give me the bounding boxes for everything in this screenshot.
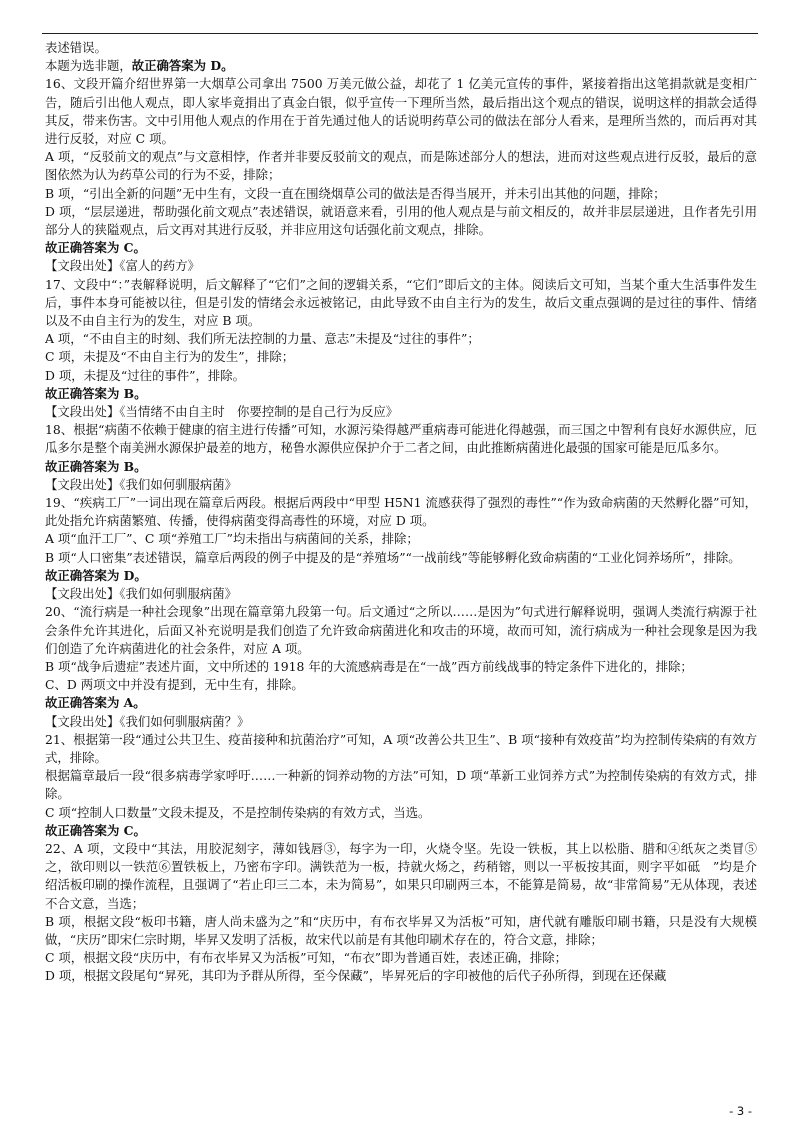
paragraph [45,676,757,694]
paragraph-text: A 项，“反驳前文的观点”与文意相悖，作者并非要反驳前文的观点，而是陈述部分人的想法，进而对这些观点进行反驳，最后的意图依然为认为药草公司的行为不妥，排除； [45,149,757,183]
paragraph [45,694,757,712]
paragraph-text: B 项，“引出全新的问题”无中生有，文段一直在围绕烟草公司的做法是否得当展开，并未引出其他的问题，排除； [45,185,666,201]
paragraph [45,257,757,275]
paragraph-text: D 项，未提及“过往的事件”，排除。 [45,367,246,383]
document-body [45,39,757,986]
header-rule [42,33,758,34]
answer-text: 故正确答案为 C。 [45,822,146,838]
page-number: - 3 - [729,1104,752,1118]
paragraph-text: A 项“血汗工厂”、C 项“养殖工厂”均未指出与病菌间的关系，排除； [45,531,419,547]
paragraph [45,840,757,913]
paragraph-text: 17、文段中“：”表解释说明，后文解释了“它们”之间的逻辑关系，“它们”即后文的主体。阅读后文可知，当某个重大生活事件发生后，事件本身可能被以往，但是引发的情绪会永远被铭记，由此导致不由自主行为的发生，故后文重点强调的是过往的事件、情绪以及不由自主行为的发生，对应 B 项。 [45,276,757,329]
paragraph [45,39,757,57]
paragraph [45,530,757,548]
paragraph-text: B 项“人口密集”表述错误，篇章后两段的例子中提及的是“养殖场”“一战前线”等能够孵化致命病菌的“工业化饲养场所”，排除。 [45,549,741,565]
paragraph [45,185,757,203]
paragraph-text: 21、根据第一段“通过公共卫生、疫苗接种和抗菌治疗”可知，A 项“改善公共卫生”、B 项“接种有效疫苗”均为控制传染病的有效方式，排除。 [45,731,757,765]
paragraph-text: 表述错误。 [45,40,107,55]
answer-text: 故正确答案为 D。 [45,567,147,583]
paragraph [45,494,757,530]
paragraph-text: 22、A 项，文段中“其法，用胶泥刻字，薄如钱唇③，每字为一印，火烧令坚。先设一铁板，其上以松脂、腊和④纸灰之类冒⑤之，欲印则以一铁范⑥置铁板上，乃密布字印。满铁范为一板，持就火炀之，药稍镕，则以一平板按其面，则字平如砥 ”均是介绍活板印刷的操作流程，且强调了“若止印三二本，未为简易”，如果只印刷两三本，不能算是简易，故“非常简易”无从体现，表述不合文意，当选； [45,840,757,911]
paragraph-text: C 项“控制人口数量”文段未提及，不是控制传染病的有效方式，当选。 [45,804,431,820]
answer-text: 故正确答案为 A。 [45,695,146,711]
paragraph [45,767,757,803]
paragraph [45,421,757,457]
answer-text: 故正确答案为 D。 [131,58,234,74]
paragraph-text: 【文段出处】《富人的药方》 [45,258,200,274]
paragraph-text: 本题为选非题， [45,58,132,74]
paragraph [45,585,757,603]
paragraph [45,276,757,331]
answer-text: 故正确答案为 C。 [45,240,146,256]
paragraph [45,913,757,949]
paragraph-text: 【文段出处】《当情绪不由自主时 你要控制的是自己行为反应》 [45,404,399,420]
paragraph [45,567,757,585]
paragraph [45,731,757,767]
paragraph [45,658,757,676]
paragraph-text: D 项，“层层递进，帮助强化前文观点”表述错误，就语意来看，引用的他人观点是与前文相反的，故并非层层递进，且作者先引用部分人的狭隘观点，后文再对其进行反驳，并非应用这句话强化前文观点，排除。 [45,203,757,238]
paragraph [45,148,757,184]
paragraph-text: A 项，“不由自主的时刻、我们所无法控制的力量、意志”未提及“过往的事件”； [45,331,480,347]
paragraph-text: 【文段出处】《我们如何驯服病菌？》 [45,713,250,729]
paragraph-text: 19、“疾病工厂”一词出现在篇章后两段。根据后两段中“甲型 H5N1 流感获得了强烈的毒性”“作为致命病菌的天然孵化器”可知，此处指允许病菌繁殖、传播，使得病菌变得高毒性的环境，对应 D 项。 [45,495,757,529]
paragraph-text: 【文段出处】《我们如何驯服病菌》 [45,586,238,602]
paragraph-text: D 项，根据文段尾句“昇死，其印为予群从所得，至今保藏”，毕昇死后的字印被他的后代子孙所得，到现在还保藏 [45,968,667,984]
paragraph-text: 18、根据“病菌不依赖于健康的宿主进行传播”可知，水源污染得越严重病毒可能进化得越强，而三国之中智利有良好水源供应，厄瓜多尔是整个南美洲水源保护最差的地方，秘鲁水源供应保护介于二者之间，由此推断病菌进化最强的国家可能是厄瓜多尔。 [45,422,757,456]
paragraph [45,330,757,348]
paragraph [45,713,757,731]
paragraph [45,203,757,239]
paragraph-text: C、D 两项文中并没有提到，无中生有，排除。 [45,677,304,693]
paragraph-text: C 项，未提及“不由自主行为的发生”，排除； [45,349,295,365]
paragraph-text: 根据篇章最后一段“很多病毒学家呼吁……一种新的饲养动物的方法”可知，D 项“革新工业饲养方式”为控制传染病的有效方式，排除。 [45,768,757,802]
answer-text: 故正确答案为 B。 [45,458,147,474]
paragraph [45,458,757,476]
paragraph [45,603,757,658]
paragraph [45,385,757,403]
paragraph [45,403,757,421]
paragraph [45,549,757,567]
paragraph-text: 20、“流行病是一种社会现象”出现在篇章第九段第一句。后文通过“之所以……是因为”句式进行解释说明，强调人类流行病源于社会条件允许其进化，后面又补充说明是我们创造了允许致命病菌进化和攻击的环境，故而可知，流行病成为一种社会现象是因为我们创造了允许病菌进化的社会条件，对应 A 项。 [45,604,757,656]
paragraph-text: C 项，根据文段“庆历中，有布衣毕昇又为活板”可知，“布衣”即为普通百姓，表述正确，排除； [45,950,567,966]
paragraph [45,967,757,985]
paragraph [45,949,757,967]
paragraph [45,75,757,148]
paragraph [45,822,757,840]
paragraph [45,804,757,822]
paragraph [45,476,757,494]
paragraph [45,239,757,257]
answer-text: 故正确答案为 B。 [45,385,147,401]
paragraph [45,348,757,366]
paragraph-text: B 项“战争后遗症”表述片面，文中所述的 1918 年的大流感病毒是在“一战”西方前线战事的特定条件下进化的，排除； [45,658,693,674]
paragraph [45,367,757,385]
paragraph-text: 【文段出处】《我们如何驯服病菌》 [45,476,238,492]
paragraph-text: B 项，根据文段“板印书籍，唐人尚未盛为之”和“庆历中，有布衣毕昇又为活板”可知，唐代就有雕版印刷书籍，只是没有大规模做，“庆历”即宋仁宗时期，毕昇又发明了活板，故宋代以前是有其他印刷术存在的，符合文意，排除； [45,913,757,947]
paragraph-text: 16、文段开篇介绍世界第一大烟草公司拿出 7500 万美元做公益，却花了 1 亿美元宣传的事件，紧接着指出这笔捐款就是变相广告，随后引出他人观点，即人家毕竟捐出了真金白银，似乎宣传一下理所当然，最后指出这个观点的错误，说明这样的捐款会适得其反，带来伤害。文中引用他人观点的作用在于首先通过他人的话说明药草公司的做法在部分人看来，是理所当然的，而后再对其进行反驳，对应 C 项。 [45,76,757,147]
paragraph [45,57,757,75]
